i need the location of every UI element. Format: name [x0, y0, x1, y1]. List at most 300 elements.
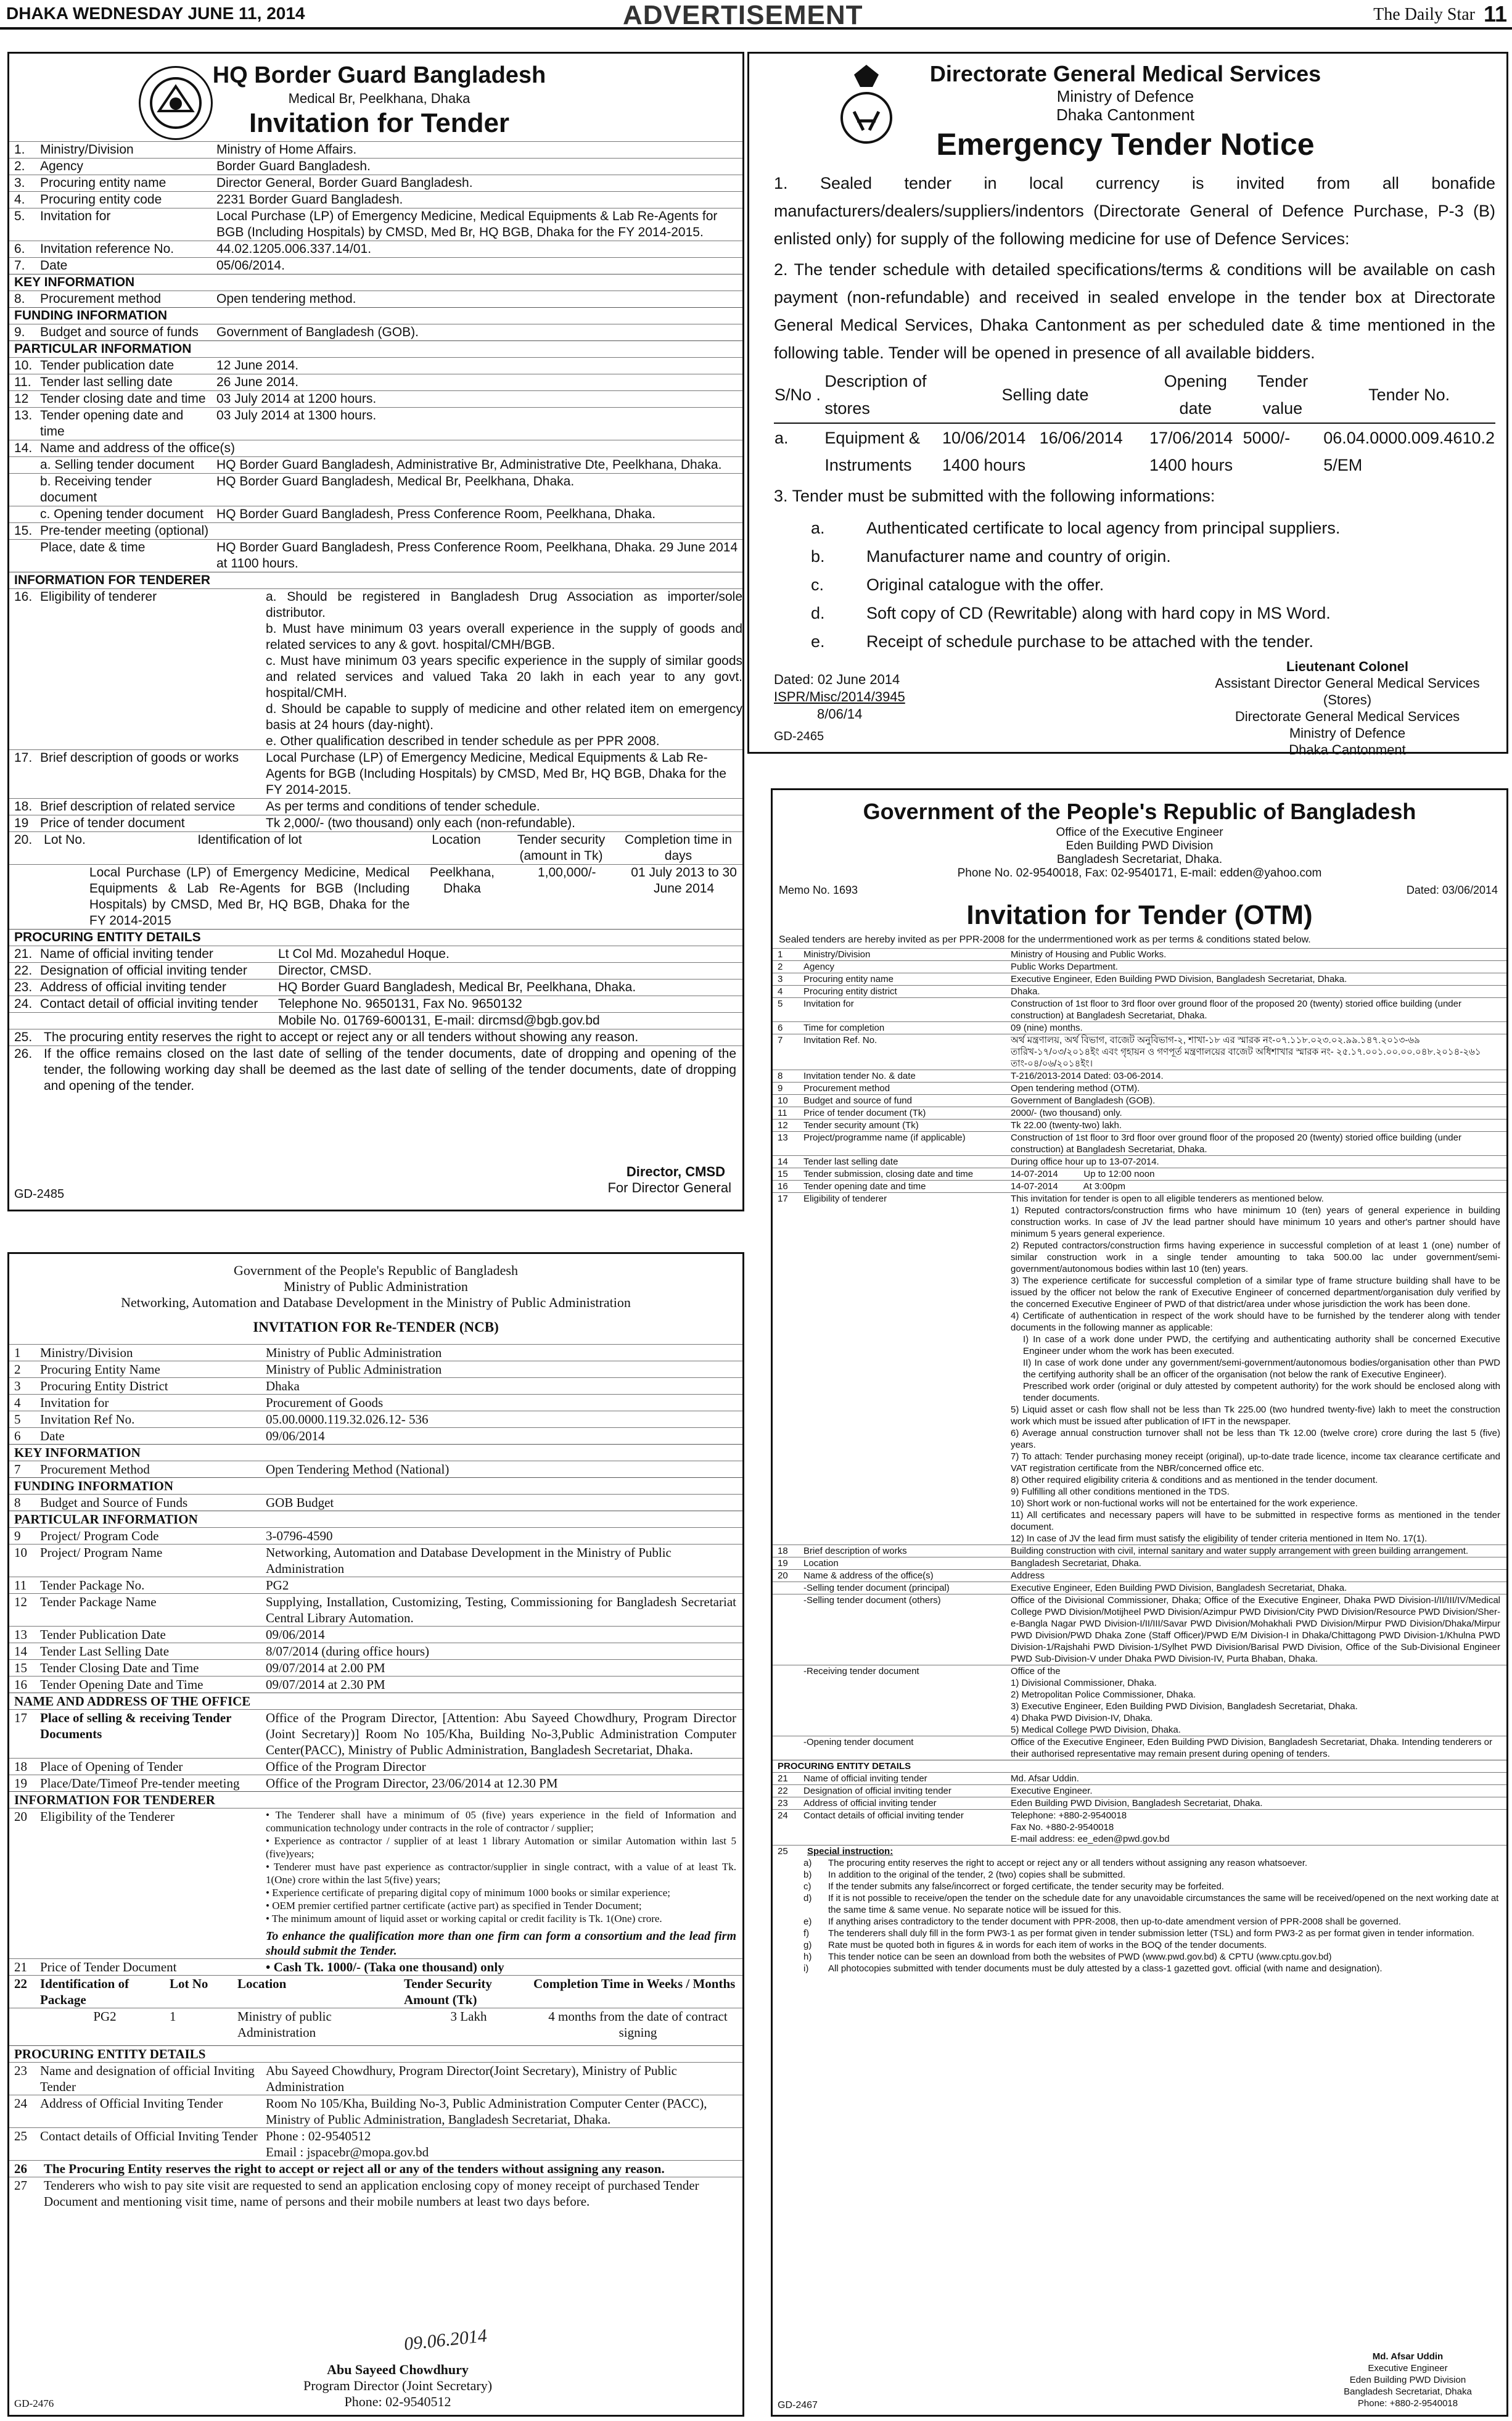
row-num: 13 [14, 1627, 27, 1642]
pwd-signature [1315, 2351, 1500, 2409]
row-label: Tender Package No. [40, 1578, 145, 1593]
table-row [9, 1958, 742, 1975]
row-num: 7 [14, 1462, 21, 1477]
row-num: 23. [14, 980, 33, 994]
list-marker: b. [811, 547, 825, 566]
table-row [9, 407, 742, 440]
row-label: Procurement method [803, 1083, 890, 1094]
pwd-memo: Memo No. 1693 [779, 884, 858, 896]
row-num: 16 [14, 1677, 27, 1692]
row-value: Eden Building PWD Division, Bangladesh Secretariat, Dhaka. [1011, 1798, 1263, 1809]
table-row [773, 985, 1506, 997]
table-row [773, 1070, 1506, 1082]
masthead-paper: The Daily Star [1373, 5, 1475, 24]
lot-row [9, 864, 742, 929]
table-row [773, 1168, 1506, 1180]
row-num: 6 [778, 1023, 783, 1033]
table-row [773, 973, 1506, 985]
table-row [773, 1034, 1506, 1070]
row-num: 20. [14, 833, 33, 847]
row-label: Tender Closing Date and Time [40, 1660, 199, 1675]
gd-code: GD-2467 [778, 2400, 818, 2411]
row-num: 19 [14, 1776, 27, 1791]
section-heading: PARTICULAR INFORMATION [9, 1511, 742, 1527]
sig-line: Assistant Director General Medical Services (Stores) [1215, 675, 1480, 707]
row-value: Ministry of Public Administration [266, 1362, 442, 1377]
row-label: Project/ Program Code [40, 1528, 159, 1543]
table-row [9, 1775, 742, 1791]
row-label: Tender closing date and time [40, 392, 206, 406]
row-label: Procuring entity name [803, 974, 894, 984]
row-label: Price of Tender Document [40, 1960, 177, 1974]
table-row [9, 1361, 742, 1377]
table-row [9, 473, 742, 506]
cell: 4 months from the date of contract signing [548, 2009, 728, 2040]
row-num: 3. [14, 176, 25, 190]
row-value: Public Works Department. [1011, 962, 1118, 972]
row-label: Procuring Entity Name [40, 1362, 160, 1377]
row-value: Bangladesh Secretariat, Dhaka. [1011, 1558, 1141, 1569]
cell: PG2 [93, 2009, 117, 2024]
table-row [9, 1643, 742, 1659]
list-text: Authenticated certificate to local agency from principal suppliers. [866, 519, 1341, 537]
section-heading: PROCURING ENTITY DETAILS [9, 929, 742, 946]
table-row [773, 997, 1506, 1021]
list-marker: c. [811, 575, 824, 594]
row-value: Local Purchase (LP) of Emergency Medicine, Medical Equipments & Lab Re-Agents for BGB (Including Hospitals) by CMSD, Med Br, HQ BGB, Dhaka for the FY 2014-2015. [266, 751, 726, 797]
table-row [9, 324, 742, 340]
list-item: • Experience as contractor / supplier of at least 1 library Automation or similar Automation within last 5 (five)years; [266, 1835, 737, 1860]
row-label: -Selling tender document (others) [803, 1595, 941, 1606]
sig-line: Directorate General Medical Services [1235, 709, 1460, 724]
row-label: Procuring entity district [803, 986, 897, 997]
row-value: Telephone No. 9650131, Fax No. 9650132 [278, 997, 522, 1011]
list-item: b. Must have minimum 03 years overall experience in the supply of goods and related services to any & govt. hospital/CMH/BGB. [266, 622, 742, 652]
list-marker: e) [803, 1916, 812, 1927]
row-num: 2 [14, 1362, 21, 1377]
row-value: 09 (nine) months. [1011, 1023, 1083, 1033]
row-num: 13 [778, 1132, 788, 1143]
row-value: During office hour up to 13-07-2014. [1011, 1157, 1159, 1167]
list-text: The minimum amount of liquid asset or working capital or credit facility is Tk. 1(One) crore. [271, 1913, 662, 1924]
sig-line: Dhaka Cantonment [1289, 742, 1406, 757]
masthead [0, 0, 1512, 30]
row-value: Office of the Divisional Commissioner, Dhaka; Office of the Executive Engineer, Dhaka PWD Division-I/II/III/IV/Medical College PWD Division/Motijheel PWD Division/Azimpur PWD Division/City PWD Division/Resource PWD Division/Sher-e-Bangla Nagar PWD Division-I/II/III/Savar PWD Division/Mohakhali PWD Division/Mirpur PWD Division/Dhaka/Mirpur PWD Division/PWD Dhaka Zone (Staff Officer)/PWD E/M Division-I in Dhaka/Chittagong PWD Division-1/Khulna PWD Division-1/Rajshahi PWD Division-1/Sylhet PWD Division/Barisal PWD Division, Office of the Sub-Divisional Engineer PWD Sub-Division-V under Dhaka PWD Division-IV, Purta Bhaban, Dhaka. [1011, 1595, 1500, 1664]
table-row [9, 996, 742, 1012]
mopa-header-1: Government of the People's Republic of Bangladesh [234, 1263, 518, 1278]
row-num: 9. [14, 325, 25, 339]
row-label: Project/ Program Name [40, 1545, 163, 1560]
row-label: Tender Package Name [40, 1594, 157, 1609]
col-header: S/No . [774, 386, 821, 404]
list-item [811, 542, 1489, 571]
row-num: 6 [14, 1429, 21, 1443]
row-num: 4 [778, 986, 783, 997]
row-label: Invitation Ref No. [40, 1412, 135, 1427]
pwd-header-4: Bangladesh Secretariat, Dhaka. [1056, 853, 1223, 866]
row-value: 2231 Border Guard Bangladesh. [216, 192, 403, 207]
table-row [773, 1797, 1506, 1809]
cell: 16/06/2014 1400 hours [942, 429, 1123, 474]
row-label: Address of official inviting tender [40, 980, 226, 994]
table-row [9, 1344, 742, 1361]
row-value: • Cash Tk. 1000/- (Taka one thousand) only [266, 1960, 504, 1974]
table-header-row [774, 367, 1495, 423]
row-label: Procurement method [40, 292, 162, 306]
pwd-table [773, 948, 1506, 1974]
row-num: 15 [14, 1660, 27, 1675]
table-row [9, 2160, 742, 2177]
row-num: 22 [778, 1786, 788, 1796]
completion-header: Completion time in days [625, 833, 732, 863]
ident-header: Identification of lot [197, 833, 302, 847]
table-row [9, 1029, 742, 1046]
section-heading: PROCURING ENTITY DETAILS [9, 2045, 742, 2062]
row-label: Place of selling & receiving Tender Documents [40, 1710, 232, 1741]
row-value: Open tendering method. [216, 292, 356, 306]
row-label: Invitation reference No. [40, 242, 175, 256]
table-row [9, 962, 742, 979]
cell: 3 Lakh [450, 2009, 487, 2024]
table-row [9, 2095, 742, 2127]
table-row [9, 357, 742, 374]
row-label: Procuring Entity District [40, 1379, 168, 1393]
list-text: If it is not possible to receive/open the tender on the schedule date for any unavoidable circumstances the same will be received/opened on the next working date at the same time & same venue. No separate notice will be issued for this. [828, 1893, 1499, 1915]
row-num: 14 [14, 1644, 27, 1659]
section-heading: KEY INFORMATION [9, 274, 742, 291]
row-label: c. Opening tender document [40, 507, 204, 521]
row-value: If the office remains closed on the last date of selling of the tender documents, date of dropping and opening of the tender, the following working day shall be deemed as the last date of selling of the tender documents, date of dropping and opening of the tender. [44, 1047, 736, 1093]
list-item: 2) Reputed contractors/construction firms having experience in successful completion of at least 1 (one) number of similar construction work in a single tender amounting to taka 500.00 lac under government/semi-government/autonomous bodies within last 10 (ten) years. [1011, 1240, 1500, 1274]
list-item: 7) To attach: Tender purchasing money receipt (original), up-to-date trade licence, income tax clearance certificate and VAT registration certificate from the NBR/concerned office etc. [1011, 1451, 1500, 1474]
row-value: Office of the Program Director, 23/06/2014 at 12.30 PM [266, 1776, 558, 1791]
row-value: Building construction with civil, internal sanitary and water supply arrangement with green building arrangement. [1011, 1546, 1469, 1556]
list-item: c. Must have minimum 03 years specific experience in the supply of similar goods and related services and valued Taka 20 lakh in each year to any govt. hospital/CMH. [266, 654, 742, 700]
row-value: 09/07/2014 at 2.00 PM [266, 1660, 385, 1675]
row-num: 14. [14, 441, 33, 455]
row-num: 10 [14, 1545, 27, 1560]
row-num: 18 [778, 1546, 788, 1556]
table-row [773, 1772, 1506, 1784]
list-text: Experience as contractor / supplier of at least 1 library Automation or similar Automation within last 5 (five)years; [266, 1835, 737, 1860]
section-heading: FUNDING INFORMATION [9, 1477, 742, 1494]
list-item [803, 1939, 1500, 1951]
list-item: 4) Certificate of authentication in respect of the work should have to be furnished by the tenderer along with tender documents in the following manner as applicable: [1011, 1311, 1500, 1333]
table-row [9, 2127, 742, 2160]
list-item: • The minimum amount of liquid asset or working capital or credit facility is Tk. 1(One) crore. [266, 1913, 662, 1924]
table-row [9, 506, 742, 522]
mopa-header-2: Ministry of Public Administration [284, 1279, 468, 1294]
row-label: Date [40, 1429, 65, 1443]
table-row [9, 374, 742, 390]
list-text: Receipt of schedule purchase to be attached with the tender. [866, 632, 1313, 651]
lot-header: Lot No. [44, 833, 86, 847]
row-label: Invitation for [803, 999, 854, 1009]
table-row [773, 1131, 1506, 1155]
mopa-header-3: Networking, Automation and Database Development in the Ministry of Public Administration [121, 1295, 631, 1310]
row-value: 14-07-2014 Up to 12:00 noon [1011, 1169, 1155, 1179]
list-item: • OEM premier certified partner certificate (active part) as specified in Tender Document; [266, 1900, 642, 1912]
row-value: HQ Border Guard Bangladesh, Administrative Br, Administrative Dte, Peelkhana, Dhaka. [216, 458, 722, 472]
row-label: -Selling tender document (principal) [803, 1583, 950, 1593]
list-item [811, 514, 1489, 542]
list-text: Original catalogue with the offer. [866, 575, 1104, 594]
table-row [774, 423, 1495, 479]
table-row [9, 1758, 742, 1775]
col-header: Opening date [1164, 372, 1227, 418]
row-label: Invitation tender No. & date [803, 1071, 916, 1081]
row-num: 24. [14, 997, 33, 1011]
list-item [803, 1857, 1500, 1869]
col-header: Tender value [1257, 372, 1309, 418]
table-row [9, 1626, 742, 1643]
cell: 06.04.0000.009.4610.2 5/EM [1323, 429, 1495, 474]
row-num: 12 [14, 1594, 27, 1609]
list-item: Prescribed work order (original or duly attested by competent authority) for the work should be enclosed along with tender documents. [1023, 1381, 1500, 1403]
row-num: 27 [14, 2178, 27, 2193]
dgms-list [811, 514, 1489, 656]
row-num: 12 [778, 1120, 788, 1131]
col-header: Identification of Package [40, 1976, 129, 2007]
row-num: 19 [14, 816, 29, 830]
table-row [9, 1527, 742, 1544]
row-num: 18 [14, 1759, 27, 1774]
row-value: Border Guard Bangladesh. [216, 159, 371, 173]
row-value: Local Purchase (LP) of Emergency Medicine, Medical Equipments & Lab Re-Agents for BGB (Including Hospitals) by CMSD, Med Br, HQ BGB, Dhaka for the FY 2014-2015. [216, 209, 718, 239]
list-text: Manufacturer name and country of origin. [866, 547, 1171, 566]
row-label: Name and address of the office(s) [40, 441, 235, 455]
bgb-sign-2: For Director General [607, 1180, 731, 1195]
row-value: HQ Border Guard Bangladesh, Medical Br, Peelkhana, Dhaka. [278, 980, 636, 994]
row-value: Room No 105/Kha, Building No-3, Public Administration Computer Center (PACC), Ministry of Public Administration, Bangladesh Secretariat, Dhaka. [266, 2096, 707, 2127]
table-row [9, 1808, 742, 1958]
cell: 10/06/2014 [942, 429, 1026, 447]
row-label: Place/Date/Timeof Pre-tender meeting [40, 1776, 240, 1791]
table-row [773, 1594, 1506, 1665]
row-label: Eligibility of tenderer [803, 1194, 887, 1204]
row-num: 3 [14, 1379, 21, 1393]
gd-code: GD-2485 [14, 1187, 65, 1201]
row-label: Address of Official Inviting Tender [40, 2096, 223, 2111]
row-label: Tender opening date and time [40, 408, 184, 439]
row-num: 25. [14, 1030, 33, 1044]
row-value: 44.02.1205.006.337.14/01. [216, 242, 372, 256]
sig-line: Md. Afsar Uddin [1372, 2351, 1444, 2362]
table-row [9, 175, 742, 191]
table-row [9, 749, 742, 798]
row-label: Agency [803, 962, 835, 972]
row-value: Dhaka [266, 1379, 300, 1393]
row-label: Time for completion [803, 1023, 885, 1033]
list-marker: g) [803, 1940, 812, 1950]
row-label: a. Selling tender document [40, 458, 194, 472]
table-row [773, 1569, 1506, 1582]
row-label: Contact detail of official inviting tender [40, 997, 258, 1011]
row-label: Tender opening date and time [803, 1181, 926, 1192]
dgms-emblem-icon [829, 62, 903, 149]
row-label: Place of Opening of Tender [40, 1759, 183, 1774]
row-value: Government of Bangladesh (GOB). [216, 325, 419, 339]
table-row [9, 1659, 742, 1676]
dgms-para-3: 3. Tender must be submitted with the following informations: [774, 487, 1215, 505]
row-num: 21 [14, 1960, 27, 1974]
row-label: Invitation for [40, 1395, 109, 1410]
row-value: 12 June 2014. [216, 358, 299, 373]
list-item: 9) Fulfilling all other conditions mentioned in the TDS. [1011, 1487, 1230, 1497]
list-marker: e. [811, 632, 825, 651]
lot-ident: Local Purchase (LP) of Emergency Medicine, Medical Equipments & Lab Re-Agents for BGB (Including Hospitals) by CMSD, Med Br, HQ BGB, Dhaka for the FY 2014-2015 [89, 865, 410, 928]
table-row [9, 2177, 742, 2209]
pwd-intro: Sealed tenders are hereby invited as per PPR-2008 for the underrmentioned work as per terms & conditions stated below. [779, 934, 1311, 945]
section-heading: INFORMATION FOR TENDERER [9, 1791, 742, 1808]
handwritten-date: 09.06.2014 [403, 2325, 488, 2354]
mopa-sign-3: Phone: 02-9540512 [344, 2394, 451, 2409]
table-row [9, 1461, 742, 1477]
row-label: Name of official inviting tender [803, 1773, 927, 1784]
cell: Ministry of public Administration [237, 2009, 332, 2040]
row-label: -Opening tender document [803, 1737, 914, 1747]
row-value: Networking, Automation and Database Development in the Ministry of Public Administration [266, 1545, 672, 1576]
pwd-header-2: Office of the Executive Engineer [1056, 826, 1223, 839]
row-num: 9 [14, 1528, 21, 1543]
section-heading: NAME AND ADDRESS OF THE OFFICE [9, 1693, 742, 1709]
special-instructions [773, 1857, 1506, 1974]
row-label: Project/programme name (if applicable) [803, 1132, 966, 1143]
col-header: Description of stores [824, 372, 927, 418]
row-label: Tender Last Selling Date [40, 1644, 170, 1659]
row-value: Construction of 1st floor to 3rd floor over ground floor of the proposed 20 (twenty) storied office building (under construction) at Bangladesh Secretariat, Dhaka. [1011, 999, 1461, 1021]
table-row [773, 1582, 1506, 1594]
table-row [9, 1411, 742, 1427]
pwd-header-3: Eden Building PWD Division [1066, 839, 1214, 852]
row-num: 10 [778, 1095, 788, 1106]
row-label: Contact details of official inviting tender [803, 1810, 964, 1821]
row-label: Location [803, 1558, 839, 1569]
lot-table [9, 831, 742, 864]
row-value: Construction of 1st floor to 3rd floor over ground floor of the proposed 20 (twenty) storied office building (under construction) at Bangladesh Secretariat, Dhaka. [1011, 1132, 1461, 1155]
row-num: 8 [14, 1495, 21, 1510]
list-text: All photocopies submitted with tender documents must be duly attested by a class-1 gazetted govt. official (with name and designation). [828, 1963, 1383, 1974]
list-item: 3) The experience certificate for successful completion of a similar type of frame structure building shall have to be issued by the officer not below the rank of Executive Engineer of concerned department/organisation duly verified by the concerned Executive Engineer of PWD of that district/area under whose jurisdiction the work has been done. [1011, 1276, 1500, 1309]
table-row [9, 815, 742, 831]
row-num: 11 [14, 1578, 27, 1593]
row-value: Tk 22.00 (twenty-two) lakh. [1011, 1120, 1122, 1131]
row-label: Eligibility of tenderer [40, 590, 157, 604]
table-row [9, 1593, 742, 1626]
mopa-tender-ad [7, 1252, 744, 2417]
list-text: If the tender submits any false/incorrect or forged certificate, the tender security may be forfeited. [828, 1881, 1224, 1892]
row-label: Pre-tender meeting (optional) [40, 524, 209, 538]
dgms-para-1: 1. Sealed tender in local currency is invited from all bonafide manufacturers/dealers/suppliers/indentors (Directorate General of Defence Purchase, P-3 (B) enlisted only) for supply of the following medicine for use of Defence Services: [774, 174, 1495, 248]
table-row [9, 1427, 742, 1444]
dgms-title: Emergency Tender Notice [936, 127, 1315, 162]
row-label: Price of tender document [40, 816, 185, 830]
row-num: 10. [14, 358, 33, 373]
list-text: Experience certificate of preparing digital copy of minimum 1000 books or similar experience; [272, 1887, 670, 1899]
row-num: 25 [778, 1846, 788, 1857]
row-num: 6. [14, 242, 25, 256]
list-item [803, 1928, 1500, 1939]
dgms-dated: Dated: 02 June 2014 [774, 672, 900, 687]
list-item: 6) Average annual construction turnover shall not be less than Tk 12.00 (twelve crore) crore during the last 5 (five) years. [1011, 1428, 1500, 1450]
table-row [773, 1119, 1506, 1131]
row-num: 11. [14, 375, 31, 389]
row-label: Procuring entity name [40, 176, 166, 190]
list-item [803, 1963, 1500, 1974]
table-row [9, 456, 742, 473]
bgb-org-name: HQ Border Guard Bangladesh [212, 62, 546, 88]
list-item: • Experience certificate of preparing digital copy of minimum 1000 books or similar experience; [266, 1887, 670, 1899]
row-value: Executive Engineer, Eden Building PWD Division, Bangladesh Secretariat, Dhaka. [1011, 974, 1347, 984]
mopa-sign-1: Abu Sayeed Chowdhury [327, 2362, 469, 2377]
table-row [773, 1736, 1506, 1760]
row-num: 8 [778, 1071, 783, 1081]
row-num: 11 [778, 1108, 787, 1118]
list-marker: b) [803, 1870, 812, 1880]
section-heading: PROCURING ENTITY DETAILS [773, 1760, 1506, 1772]
row-num: 16 [778, 1181, 788, 1192]
cell: a. [774, 429, 789, 447]
row-num: 5 [14, 1412, 21, 1427]
list-item: II) In case of work done under any government/semi-government/autonomous bodies/organisation other than PWD the certifying authority shall be an officer of the organisation (not below the rank of Executive Engineer). [1023, 1358, 1500, 1380]
row-num: 4 [14, 1395, 21, 1410]
row-label: Procurement Method [40, 1462, 150, 1477]
row-value: The procuring entity reserves the right to accept or reject any or all tenders without showing any reason. [44, 1030, 639, 1044]
row-num: 14 [778, 1157, 788, 1167]
table-row [773, 1557, 1506, 1569]
row-value: Office of the Program Director, [Attention: Abu Sayeed Chowdhury, Program Director (Joint Secretary)] Room No 105/Kha, Building No-3,Public Administration Computer Center(PACC), Ministry of Public Administration, Bangladesh Secretariat, Dhaka. [266, 1710, 736, 1757]
lot-security: 1,00,000/- [537, 865, 596, 880]
row-num: 2. [14, 159, 25, 173]
mopa-sign-2: Program Director (Joint Secretary) [303, 2378, 493, 2393]
dgms-para-2: 2. The tender schedule with detailed specifications/terms & conditions will be available on cash payment (non-refundable) and received in sealed envelope in the tender box at Directorate General Medical Services, Dhaka Cantonment as per scheduled date & time mentioned in the following table. Tender will be opened in presence of all available bidders. [774, 260, 1495, 362]
location-header: Location [432, 833, 481, 847]
dgms-line-2: Dhaka Cantonment [1056, 105, 1195, 124]
sig-line: Phone: +880-2-9540018 [1357, 2398, 1458, 2409]
security-header: Tender security (amount in Tk) [517, 833, 606, 863]
pwd-header-1: Government of the People's Republic of Bangladesh [863, 799, 1416, 824]
row-num: 26 [14, 2161, 27, 2176]
row-label: Procuring entity code [40, 192, 162, 207]
table-row [773, 1809, 1506, 1845]
table-row [9, 2062, 742, 2095]
col-header: Tender Security Amount (Tk) [404, 1976, 492, 2007]
table-row [9, 1046, 742, 1094]
table-row [9, 257, 742, 274]
list-text: The tenderers shall duly fill in the form PW3-1 as per format given in tender submission letter (TSL) and form PW3-2 as per format given in tender information. [828, 1928, 1474, 1939]
row-value: Telephone: +880-2-9540018 Fax No. +880-2-9540018 E-mail address: ee_eden@pwd.gov.bd [1011, 1810, 1170, 1844]
list-marker: i) [803, 1963, 809, 1974]
list-text: Tenderer must have past experience as contractor/supplier in single contract, with a value of at least Tk. 1(One) crore within the last 5(five) years; [266, 1861, 736, 1886]
row-value: Tenderers who wish to pay site visit are requested to send an application enclosing copy of money receipt of purchased Tender Document and mentioning visit time, name of persons and their mobile numbers at least two days before. [44, 2178, 699, 2209]
row-value: 3-0796-4590 [266, 1528, 333, 1543]
table-row [9, 798, 742, 815]
list-item [811, 571, 1489, 599]
eligibility-list [262, 589, 742, 749]
row-num: 12 [14, 392, 29, 406]
row-label: Tender Publication Date [40, 1627, 166, 1642]
row-value: Supplying, Installation, Customizing, Testing, Commissioning for Bangladesh Secretariat Central Library Automation. [266, 1594, 736, 1625]
table-row [9, 191, 742, 208]
table-row [9, 1012, 742, 1029]
table-row [9, 390, 742, 407]
row-num: 7. [14, 258, 25, 273]
row-value: 26 June 2014. [216, 375, 299, 389]
list-marker: h) [803, 1952, 812, 1962]
eligibility-list [1007, 1193, 1506, 1545]
table-row [9, 539, 742, 572]
row-label: Invitation Ref. No. [803, 1035, 877, 1046]
